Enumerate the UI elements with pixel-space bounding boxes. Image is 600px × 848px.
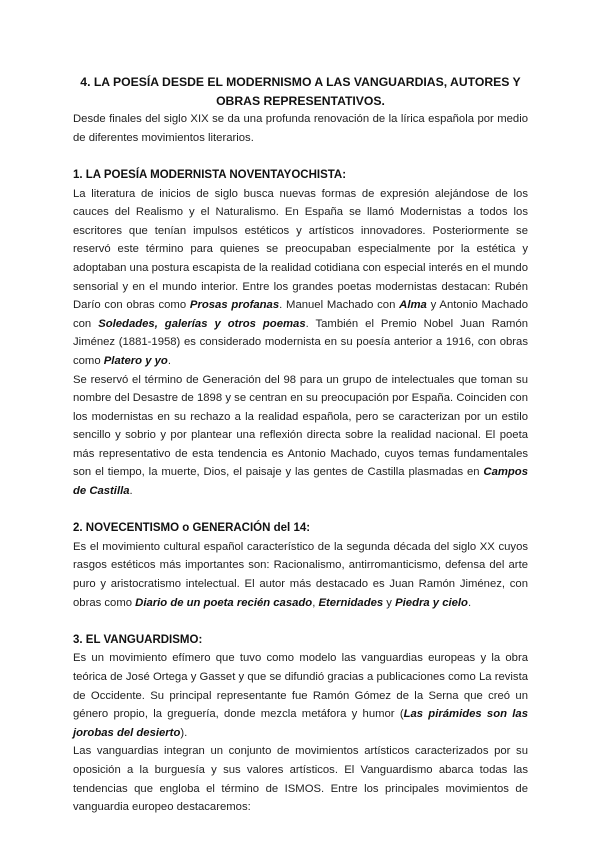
section-paragraph: [73, 185, 528, 371]
text-segment: Es un movimiento efímero que tuvo como modelo las vanguardias europeas y la obra teórica de José Ortega y Gasset y que se difundió gracias a publicaciones como La revista de Occidente. Su principal representante fue Ramón Gómez de la Serna que creó un género propio, la greguería, donde mezcla metáfora y humor (: [73, 652, 528, 721]
work-title-emphasis: Las pirámides son las jorobas del desierto: [73, 708, 528, 739]
section-heading: 3. EL VANGUARDISMO:: [73, 633, 203, 646]
text-segment: .: [467, 596, 472, 609]
section-spacer: [73, 501, 528, 520]
section-1: [73, 166, 528, 501]
work-title-emphasis: Soledades, galerías y otros poemas: [98, 317, 306, 330]
section-2: [73, 519, 528, 612]
intro-paragraph: [73, 110, 528, 147]
work-title-emphasis: Prosas profanas: [189, 299, 280, 312]
text-segment: Es el movimiento cultural español característico de la segunda década del siglo XX cuyos rasgos estéticos más importantes son: Racionalismo, antirromanticismo, defensa del arte puro y aristocratismo intelectual. El autor más destacado es Juan Ramón Jiménez, con obras como: [73, 540, 528, 609]
section-heading: 1. LA POESÍA MODERNISTA NOVENTAYOCHISTA:: [73, 168, 347, 181]
work-title-emphasis: Diario de un poeta recién casado: [135, 596, 313, 609]
text-segment: La literatura de inicios de siglo busca nuevas formas de expresión alejándose de los cauces del Realismo y el Naturalismo. En España se llamó Modernistas a todos los escritores que tenían impulsos estéticos y artísticos innovadores. Posteriormente se reservó este término para quienes se preocupaban especialmente por la estética y adoptaban una postura escapista de la realidad cotidiana con especial interés en el mundo sensorial y en el mundo interior. Entre los grandes poetas modernistas destacan: Rubén Darío con obras como: [73, 187, 528, 312]
text-segment: Se reservó el término de Generación del 98 para un grupo de intelectuales que toman su nombre del Desastre de 1898 y se centran en su preocupación por España. Coinciden con los modernistas en su rechazo a la realidad española, pero se caracterizan por un estilo sencillo y sobrio y por plantear una reflexión directa sobre la realidad nacional. El poeta más representativo de esta tendencia es Antonio Machado, cuyos temas fundamentales son el tiempo, la muerte, Dios, el paisaje y las gentes de Castilla plasmadas en: [73, 373, 528, 479]
text-segment: .: [167, 354, 171, 367]
intro-paragraph-container: [73, 110, 528, 147]
text-segment: Desde finales del siglo XIX se da una profunda renovación de la lírica española por medio de diferentes movimientos literarios.: [73, 113, 528, 144]
section-3: [73, 631, 528, 817]
text-segment: ,: [312, 596, 319, 609]
section-spacer: [73, 612, 528, 631]
text-segment: . También el Premio Nobel Juan Ramón Jiménez (1881-1958) es considerado modernista en su poesía anterior a 1916, con obras como: [73, 317, 529, 367]
work-title-emphasis: Campos de Castilla: [73, 466, 528, 498]
document-title: 4. LA POESÍA DESDE EL MODERNISMO A LAS VANGUARDIAS, AUTORES Y OBRAS REPRESENTATIVOS.: [80, 75, 521, 108]
text-segment: y: [383, 596, 396, 609]
section-spacer: [73, 147, 528, 166]
section-paragraph: [73, 371, 528, 501]
work-title-emphasis: Eternidades: [318, 596, 384, 609]
work-title-emphasis: Alma: [399, 299, 427, 312]
work-title-emphasis: Platero y yo: [103, 354, 168, 367]
section-paragraph: [73, 742, 528, 816]
text-segment: Las vanguardias integran un conjunto de movimientos artísticos caracterizados por su oposición a la burguesía y sus valores artísticos. El Vanguardismo abarca todas las tendencias que engloba el término de ISMOS. Entre los principales movimientos de vanguardia europeo destacaremos:: [73, 745, 528, 814]
section-paragraph: [73, 649, 528, 742]
text-segment: . Manuel Machado con: [279, 299, 400, 312]
work-title-emphasis: Piedra y cielo: [395, 596, 468, 609]
text-segment: y Antonio Machado con: [73, 299, 528, 330]
text-segment: ).: [180, 726, 188, 739]
section-heading: 2. NOVECENTISMO o GENERACIÓN del 14:: [73, 522, 311, 535]
text-segment: .: [129, 485, 133, 498]
sections-container: [73, 147, 528, 816]
document-page: [73, 73, 528, 817]
section-paragraph: [73, 538, 528, 612]
